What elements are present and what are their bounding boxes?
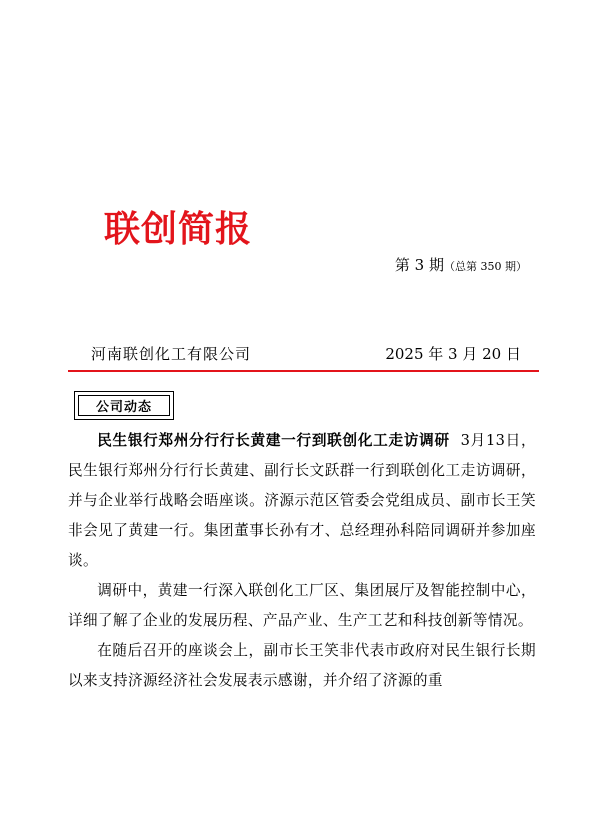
issue-date: 2025 年 3 月 20 日 bbox=[385, 345, 521, 363]
issue-number-line bbox=[395, 258, 527, 273]
article-headline: 民生银行郑州分行行长黄建一行到联创化工走访调研 bbox=[97, 432, 450, 449]
masthead-title: 联创简报 bbox=[104, 209, 253, 250]
article-paragraph: 在随后召开的座谈会上，副市长王笑非代表市政府对民生银行长期以来支持济源经济社会发展表示感谢，并介绍了济源的重 bbox=[68, 642, 536, 689]
red-divider-rule bbox=[68, 370, 539, 372]
section-label-box bbox=[74, 391, 174, 420]
article-paragraph: 调研中，黄建一行深入联创化工厂区、集团展厅及智能控制中心，详细了解了企业的发展历程、产品产业、生产工艺和科技创新等情况。 bbox=[68, 582, 536, 629]
article-body bbox=[68, 426, 536, 696]
article-paragraph: 3月13日，民生银行郑州分行行长黄建、副行长文跃群一行到联创化工走访调研，并与企业举行战略会晤座谈。济源示范区管委会党组成员、副市长王笑非会见了黄建一行。集团董事长孙有才、总经理孙科陪同调研并参加座谈。 bbox=[68, 432, 537, 569]
issue-total: （总第 350 期） bbox=[444, 260, 527, 273]
article-first-paragraph bbox=[68, 426, 536, 576]
section-label: 公司动态 bbox=[78, 395, 170, 416]
issue-number: 第 3 期 bbox=[394, 256, 444, 274]
company-name: 河南联创化工有限公司 bbox=[91, 345, 252, 363]
